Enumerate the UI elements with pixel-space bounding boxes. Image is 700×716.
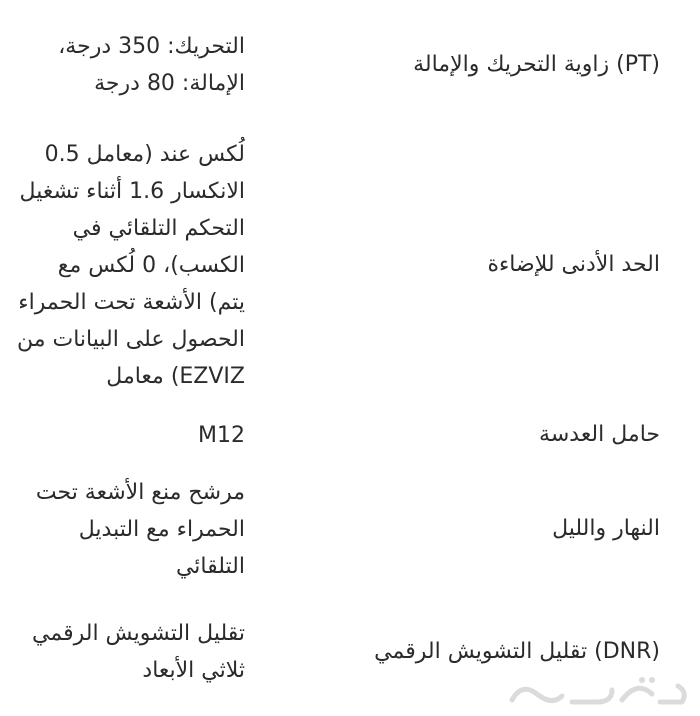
spec-label: الحد الأدنى للإضاءة (487, 252, 660, 277)
spec-label: (DNR) تقليل التشويش الرقمي (374, 639, 660, 664)
spec-value-line: الكسب)، 0 لُكس مع (57, 252, 245, 278)
spec-row-day-night (0, 470, 700, 588)
spec-row-min-illumination (0, 130, 700, 400)
spec-value (0, 615, 295, 689)
spec-value-line: الحصول على البيانات من (16, 326, 245, 352)
spec-value (0, 417, 295, 454)
spec-value (0, 28, 295, 102)
spec-row-lens-mount (0, 400, 700, 470)
spec-row-pan-tilt (0, 0, 700, 130)
haraj-logo-icon (502, 672, 692, 712)
spec-value-line: التحريك: 350 درجة، (58, 34, 245, 59)
spec-value-line: لُكس عند (معامل 0.5 (44, 141, 245, 167)
spec-value-line: EZVIZ) معامل (106, 363, 245, 389)
spec-label: النهار والليل (552, 516, 660, 541)
spec-value-line: التلقائي (175, 553, 245, 579)
spec-value-line: الحمراء مع التبديل (78, 516, 245, 542)
spec-value (0, 474, 295, 585)
spec-value-line: ثلاثي الأبعاد (142, 658, 245, 683)
spec-value-line: مرشح منع الأشعة تحت (35, 479, 245, 505)
spec-label: (PT) زاوية التحريك والإمالة (413, 52, 660, 77)
spec-value-line: التحكم التلقائي في (72, 215, 245, 241)
spec-value-line: تقليل التشويش الرقمي (32, 621, 245, 646)
spec-label: حامل العدسة (539, 422, 660, 447)
spec-value-line: الإمالة: 80 درجة (94, 71, 245, 96)
spec-value-line: M12 (198, 422, 245, 448)
spec-value (0, 136, 295, 395)
spec-value-line: يتم) الأشعة تحت الحمراء (18, 289, 245, 315)
spec-value-line: الانكسار 1.6 أثناء تشغيل (19, 178, 245, 204)
